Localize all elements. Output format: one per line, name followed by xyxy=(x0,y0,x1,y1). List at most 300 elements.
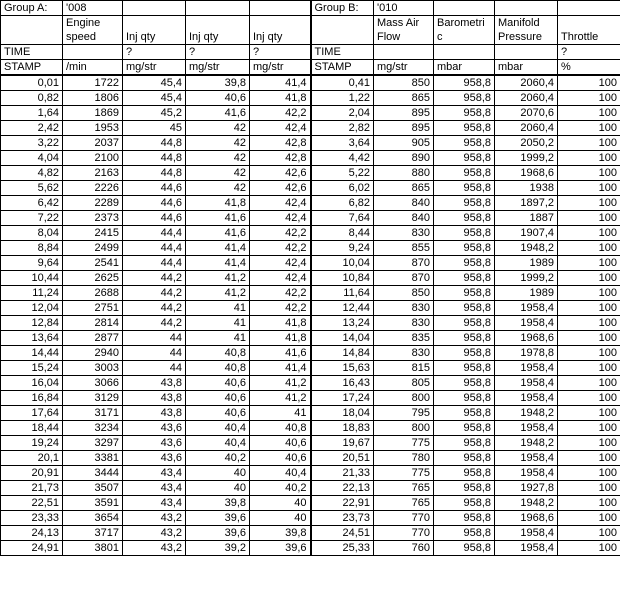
data-cell[interactable]: 958,8 xyxy=(434,181,495,196)
data-cell[interactable]: 16,04 xyxy=(1,376,63,391)
data-cell[interactable]: 958,8 xyxy=(434,271,495,286)
data-cell[interactable]: 41 xyxy=(186,301,250,316)
data-cell[interactable]: 42,6 xyxy=(250,166,311,181)
data-cell[interactable]: 100 xyxy=(558,511,620,526)
data-cell[interactable]: 958,8 xyxy=(434,196,495,211)
data-cell[interactable]: 1907,4 xyxy=(495,226,558,241)
data-cell[interactable]: 1958,4 xyxy=(495,466,558,481)
data-cell[interactable]: 42,2 xyxy=(250,226,311,241)
data-cell[interactable]: 870 xyxy=(374,271,434,286)
data-cell[interactable]: 40,4 xyxy=(186,436,250,451)
data-cell[interactable]: 830 xyxy=(374,316,434,331)
data-cell[interactable]: 1958,4 xyxy=(495,376,558,391)
data-cell[interactable]: 3654 xyxy=(63,511,123,526)
data-cell[interactable]: 2373 xyxy=(63,211,123,226)
data-cell[interactable]: 958,8 xyxy=(434,211,495,226)
data-cell[interactable]: 44,4 xyxy=(123,226,186,241)
data-cell[interactable]: 958,8 xyxy=(434,75,495,91)
data-cell[interactable]: 100 xyxy=(558,466,620,481)
data-cell[interactable]: 958,8 xyxy=(434,301,495,316)
data-cell[interactable]: 20,51 xyxy=(311,451,374,466)
data-cell[interactable]: 800 xyxy=(374,391,434,406)
data-cell[interactable]: 1958,4 xyxy=(495,451,558,466)
empty-cell[interactable] xyxy=(250,1,311,16)
data-cell[interactable]: 41,6 xyxy=(186,226,250,241)
data-cell[interactable]: 40,6 xyxy=(250,436,311,451)
data-cell[interactable]: 18,83 xyxy=(311,421,374,436)
data-cell[interactable]: 1958,4 xyxy=(495,301,558,316)
data-cell[interactable]: 45,4 xyxy=(123,91,186,106)
data-cell[interactable]: 13,64 xyxy=(1,331,63,346)
data-cell[interactable]: 3444 xyxy=(63,466,123,481)
data-cell[interactable]: 100 xyxy=(558,166,620,181)
data-cell[interactable]: 44,4 xyxy=(123,256,186,271)
data-cell[interactable]: 958,8 xyxy=(434,421,495,436)
data-cell[interactable]: 2037 xyxy=(63,136,123,151)
data-cell[interactable]: 14,84 xyxy=(311,346,374,361)
data-cell[interactable]: 40,6 xyxy=(186,376,250,391)
data-cell[interactable]: 958,8 xyxy=(434,406,495,421)
data-cell[interactable]: 42,4 xyxy=(250,121,311,136)
data-cell[interactable]: 15,24 xyxy=(1,361,63,376)
data-cell[interactable]: 1978,8 xyxy=(495,346,558,361)
empty-cell[interactable] xyxy=(495,1,558,16)
data-cell[interactable]: 830 xyxy=(374,301,434,316)
data-cell[interactable]: 100 xyxy=(558,496,620,511)
data-cell[interactable]: 42,2 xyxy=(250,241,311,256)
data-cell[interactable]: 100 xyxy=(558,421,620,436)
data-cell[interactable]: 41,2 xyxy=(186,271,250,286)
data-cell[interactable]: 3591 xyxy=(63,496,123,511)
data-cell[interactable]: 100 xyxy=(558,301,620,316)
data-cell[interactable]: 41,4 xyxy=(250,75,311,91)
data-cell[interactable]: 0,01 xyxy=(1,75,63,91)
column-unit[interactable]: mg/str xyxy=(123,60,186,76)
data-cell[interactable]: 6,42 xyxy=(1,196,63,211)
data-cell[interactable]: 17,24 xyxy=(311,391,374,406)
data-cell[interactable]: 21,73 xyxy=(1,481,63,496)
data-cell[interactable]: 958,8 xyxy=(434,256,495,271)
data-cell[interactable]: 39,6 xyxy=(186,511,250,526)
data-cell[interactable]: 43,8 xyxy=(123,376,186,391)
data-cell[interactable]: 2060,4 xyxy=(495,121,558,136)
data-cell[interactable]: 1948,2 xyxy=(495,241,558,256)
data-cell[interactable]: 43,6 xyxy=(123,436,186,451)
data-cell[interactable]: 43,8 xyxy=(123,406,186,421)
data-cell[interactable]: 2814 xyxy=(63,316,123,331)
data-cell[interactable]: 44 xyxy=(123,331,186,346)
data-cell[interactable]: 42,6 xyxy=(250,181,311,196)
data-cell[interactable]: 7,64 xyxy=(311,211,374,226)
data-cell[interactable]: 958,8 xyxy=(434,166,495,181)
data-cell[interactable]: 20,1 xyxy=(1,451,63,466)
data-cell[interactable]: 958,8 xyxy=(434,451,495,466)
data-cell[interactable]: 2,82 xyxy=(311,121,374,136)
data-cell[interactable]: 100 xyxy=(558,481,620,496)
data-cell[interactable]: 40,8 xyxy=(186,346,250,361)
data-cell[interactable]: 16,84 xyxy=(1,391,63,406)
column-header-line3[interactable]: ? xyxy=(250,45,311,60)
data-cell[interactable]: 958,8 xyxy=(434,91,495,106)
data-cell[interactable]: 958,8 xyxy=(434,541,495,556)
data-cell[interactable]: 4,42 xyxy=(311,151,374,166)
data-cell[interactable]: 100 xyxy=(558,406,620,421)
data-cell[interactable]: 2625 xyxy=(63,271,123,286)
data-cell[interactable]: 42,8 xyxy=(250,136,311,151)
data-cell[interactable]: 3,22 xyxy=(1,136,63,151)
data-cell[interactable]: 41,8 xyxy=(186,196,250,211)
data-cell[interactable]: 45 xyxy=(123,121,186,136)
column-header[interactable] xyxy=(63,16,123,45)
data-cell[interactable]: 41,8 xyxy=(250,91,311,106)
data-cell[interactable]: 835 xyxy=(374,331,434,346)
data-cell[interactable]: 3003 xyxy=(63,361,123,376)
data-cell[interactable]: 100 xyxy=(558,361,620,376)
data-cell[interactable]: 765 xyxy=(374,496,434,511)
data-cell[interactable]: 958,8 xyxy=(434,346,495,361)
data-cell[interactable]: 880 xyxy=(374,166,434,181)
data-cell[interactable]: 958,8 xyxy=(434,481,495,496)
data-cell[interactable]: 2,04 xyxy=(311,106,374,121)
data-cell[interactable]: 2050,2 xyxy=(495,136,558,151)
data-cell[interactable]: 40,2 xyxy=(250,481,311,496)
data-cell[interactable]: 41 xyxy=(186,316,250,331)
data-cell[interactable]: 41,6 xyxy=(186,211,250,226)
data-cell[interactable]: 20,91 xyxy=(1,466,63,481)
data-cell[interactable]: 865 xyxy=(374,181,434,196)
data-cell[interactable]: 1927,8 xyxy=(495,481,558,496)
column-header[interactable] xyxy=(186,16,250,45)
data-cell[interactable]: 22,91 xyxy=(311,496,374,511)
data-cell[interactable]: 9,24 xyxy=(311,241,374,256)
data-cell[interactable]: 44,2 xyxy=(123,301,186,316)
data-cell[interactable]: 100 xyxy=(558,121,620,136)
data-cell[interactable]: 43,4 xyxy=(123,496,186,511)
column-unit[interactable]: mg/str xyxy=(186,60,250,76)
data-cell[interactable]: 3234 xyxy=(63,421,123,436)
data-cell[interactable]: 1,22 xyxy=(311,91,374,106)
data-cell[interactable]: 800 xyxy=(374,421,434,436)
column-header[interactable] xyxy=(374,16,434,45)
data-cell[interactable]: 5,62 xyxy=(1,181,63,196)
group-id[interactable]: '008 xyxy=(63,1,123,16)
column-header-line3[interactable]: ? xyxy=(123,45,186,60)
data-cell[interactable]: 100 xyxy=(558,181,620,196)
data-cell[interactable]: 765 xyxy=(374,481,434,496)
data-cell[interactable]: 1989 xyxy=(495,286,558,301)
data-cell[interactable]: 100 xyxy=(558,286,620,301)
data-cell[interactable]: 4,82 xyxy=(1,166,63,181)
data-cell[interactable]: 45,4 xyxy=(123,75,186,91)
empty-cell[interactable] xyxy=(186,1,250,16)
data-cell[interactable]: 100 xyxy=(558,391,620,406)
group-id[interactable]: '010 xyxy=(374,1,434,16)
data-cell[interactable]: 2940 xyxy=(63,346,123,361)
column-header[interactable] xyxy=(495,16,558,45)
data-cell[interactable]: 40,8 xyxy=(250,421,311,436)
data-cell[interactable]: 12,84 xyxy=(1,316,63,331)
data-cell[interactable]: 10,84 xyxy=(311,271,374,286)
data-cell[interactable]: 855 xyxy=(374,241,434,256)
data-cell[interactable]: 770 xyxy=(374,511,434,526)
data-cell[interactable]: 11,64 xyxy=(311,286,374,301)
data-cell[interactable]: 40,6 xyxy=(186,91,250,106)
empty-cell[interactable] xyxy=(558,1,620,16)
data-cell[interactable]: 42,4 xyxy=(250,256,311,271)
data-cell[interactable]: 0,41 xyxy=(311,75,374,91)
data-cell[interactable]: 1897,2 xyxy=(495,196,558,211)
column-header[interactable] xyxy=(558,16,620,45)
data-cell[interactable]: 9,64 xyxy=(1,256,63,271)
data-cell[interactable]: 22,13 xyxy=(311,481,374,496)
data-cell[interactable]: 39,8 xyxy=(186,75,250,91)
empty-cell[interactable] xyxy=(434,1,495,16)
data-cell[interactable]: 8,04 xyxy=(1,226,63,241)
data-cell[interactable]: 895 xyxy=(374,106,434,121)
data-cell[interactable]: 5,22 xyxy=(311,166,374,181)
data-cell[interactable]: 958,8 xyxy=(434,136,495,151)
data-cell[interactable]: 41,6 xyxy=(186,106,250,121)
data-cell[interactable]: 41,8 xyxy=(250,331,311,346)
data-cell[interactable]: 16,43 xyxy=(311,376,374,391)
data-cell[interactable]: 2541 xyxy=(63,256,123,271)
data-cell[interactable]: 100 xyxy=(558,526,620,541)
data-cell[interactable]: 1948,2 xyxy=(495,496,558,511)
data-cell[interactable]: 41,4 xyxy=(186,241,250,256)
data-cell[interactable]: 795 xyxy=(374,406,434,421)
data-cell[interactable]: 41,8 xyxy=(250,316,311,331)
data-cell[interactable]: 42,2 xyxy=(250,286,311,301)
data-cell[interactable]: 39,2 xyxy=(186,541,250,556)
data-cell[interactable]: 3,64 xyxy=(311,136,374,151)
data-cell[interactable]: 3066 xyxy=(63,376,123,391)
data-cell[interactable]: 100 xyxy=(558,151,620,166)
data-cell[interactable]: 840 xyxy=(374,211,434,226)
data-cell[interactable]: 43,2 xyxy=(123,511,186,526)
data-cell[interactable]: 6,02 xyxy=(311,181,374,196)
data-cell[interactable]: 100 xyxy=(558,316,620,331)
data-cell[interactable]: 40,8 xyxy=(186,361,250,376)
data-cell[interactable]: 1958,4 xyxy=(495,421,558,436)
data-cell[interactable]: 100 xyxy=(558,196,620,211)
data-cell[interactable]: 1958,4 xyxy=(495,361,558,376)
data-cell[interactable]: 2688 xyxy=(63,286,123,301)
data-cell[interactable]: 40,6 xyxy=(250,451,311,466)
column-header-line3[interactable]: ? xyxy=(558,45,620,60)
data-cell[interactable]: 21,33 xyxy=(311,466,374,481)
data-cell[interactable]: 45,2 xyxy=(123,106,186,121)
empty-cell[interactable] xyxy=(123,1,186,16)
data-cell[interactable]: 44 xyxy=(123,361,186,376)
column-unit[interactable]: STAMP xyxy=(1,60,63,76)
data-cell[interactable]: 44,6 xyxy=(123,196,186,211)
data-cell[interactable]: 40,4 xyxy=(186,421,250,436)
data-cell[interactable]: 1968,6 xyxy=(495,166,558,181)
data-cell[interactable]: 14,04 xyxy=(311,331,374,346)
column-unit[interactable]: mg/str xyxy=(374,60,434,76)
data-cell[interactable]: 1887 xyxy=(495,211,558,226)
data-cell[interactable]: 1869 xyxy=(63,106,123,121)
data-cell[interactable]: 8,44 xyxy=(311,226,374,241)
data-cell[interactable]: 1958,4 xyxy=(495,391,558,406)
data-cell[interactable]: 40,6 xyxy=(186,391,250,406)
data-cell[interactable]: 1806 xyxy=(63,91,123,106)
data-cell[interactable]: 1953 xyxy=(63,121,123,136)
data-cell[interactable]: 100 xyxy=(558,256,620,271)
data-cell[interactable]: 1948,2 xyxy=(495,406,558,421)
data-cell[interactable]: 890 xyxy=(374,151,434,166)
data-cell[interactable]: 850 xyxy=(374,286,434,301)
data-cell[interactable]: 2060,4 xyxy=(495,75,558,91)
data-cell[interactable]: 100 xyxy=(558,376,620,391)
data-cell[interactable]: 3297 xyxy=(63,436,123,451)
data-cell[interactable]: 41 xyxy=(250,406,311,421)
data-cell[interactable]: 2751 xyxy=(63,301,123,316)
data-cell[interactable]: 958,8 xyxy=(434,391,495,406)
data-cell[interactable]: 2,42 xyxy=(1,121,63,136)
data-cell[interactable]: 41,2 xyxy=(250,376,311,391)
data-cell[interactable]: 1958,4 xyxy=(495,316,558,331)
data-cell[interactable]: 865 xyxy=(374,91,434,106)
data-cell[interactable]: 895 xyxy=(374,121,434,136)
data-cell[interactable]: 100 xyxy=(558,436,620,451)
data-cell[interactable]: 850 xyxy=(374,75,434,91)
column-unit[interactable]: /min xyxy=(63,60,123,76)
data-cell[interactable]: 3381 xyxy=(63,451,123,466)
data-cell[interactable]: 100 xyxy=(558,91,620,106)
data-cell[interactable]: 815 xyxy=(374,361,434,376)
data-cell[interactable]: 7,22 xyxy=(1,211,63,226)
data-cell[interactable]: 43,2 xyxy=(123,526,186,541)
data-cell[interactable]: 42 xyxy=(186,151,250,166)
data-cell[interactable]: 40 xyxy=(250,511,311,526)
data-cell[interactable]: 1948,2 xyxy=(495,436,558,451)
data-cell[interactable]: 2070,6 xyxy=(495,106,558,121)
data-cell[interactable]: 40 xyxy=(186,481,250,496)
data-cell[interactable]: 1958,4 xyxy=(495,526,558,541)
data-cell[interactable]: 760 xyxy=(374,541,434,556)
data-cell[interactable]: 1938 xyxy=(495,181,558,196)
data-cell[interactable]: 41 xyxy=(186,331,250,346)
data-cell[interactable]: 100 xyxy=(558,241,620,256)
data-cell[interactable]: 12,44 xyxy=(311,301,374,316)
data-cell[interactable]: 44,8 xyxy=(123,151,186,166)
data-cell[interactable]: 23,73 xyxy=(311,511,374,526)
data-cell[interactable]: 23,33 xyxy=(1,511,63,526)
column-header-line3[interactable] xyxy=(63,45,123,60)
data-cell[interactable]: 805 xyxy=(374,376,434,391)
data-cell[interactable]: 840 xyxy=(374,196,434,211)
data-cell[interactable]: 24,13 xyxy=(1,526,63,541)
data-cell[interactable]: 2499 xyxy=(63,241,123,256)
column-header[interactable] xyxy=(1,16,63,45)
data-cell[interactable]: 1989 xyxy=(495,256,558,271)
data-cell[interactable]: 44 xyxy=(123,346,186,361)
data-cell[interactable]: 100 xyxy=(558,226,620,241)
data-cell[interactable]: 2877 xyxy=(63,331,123,346)
data-cell[interactable]: 44,6 xyxy=(123,181,186,196)
data-cell[interactable]: 12,04 xyxy=(1,301,63,316)
data-cell[interactable]: 43,2 xyxy=(123,541,186,556)
data-cell[interactable]: 100 xyxy=(558,211,620,226)
data-cell[interactable]: 958,8 xyxy=(434,121,495,136)
data-cell[interactable]: 958,8 xyxy=(434,376,495,391)
column-unit[interactable]: mbar xyxy=(434,60,495,76)
column-header-line3[interactable] xyxy=(495,45,558,60)
data-cell[interactable]: 958,8 xyxy=(434,526,495,541)
data-cell[interactable]: 100 xyxy=(558,451,620,466)
data-cell[interactable]: 39,6 xyxy=(186,526,250,541)
data-cell[interactable]: 958,8 xyxy=(434,361,495,376)
data-cell[interactable]: 43,6 xyxy=(123,421,186,436)
data-cell[interactable]: 40 xyxy=(186,466,250,481)
data-cell[interactable]: 958,8 xyxy=(434,466,495,481)
data-cell[interactable]: 43,6 xyxy=(123,451,186,466)
data-cell[interactable]: 18,04 xyxy=(311,406,374,421)
data-cell[interactable]: 100 xyxy=(558,106,620,121)
data-cell[interactable]: 43,4 xyxy=(123,466,186,481)
data-cell[interactable]: 11,24 xyxy=(1,286,63,301)
data-cell[interactable]: 39,8 xyxy=(186,496,250,511)
column-header-line3[interactable]: TIME xyxy=(311,45,374,60)
data-cell[interactable]: 3507 xyxy=(63,481,123,496)
data-cell[interactable]: 10,04 xyxy=(311,256,374,271)
data-cell[interactable]: 1968,6 xyxy=(495,511,558,526)
data-cell[interactable]: 42 xyxy=(186,181,250,196)
data-cell[interactable]: 17,64 xyxy=(1,406,63,421)
data-cell[interactable]: 8,84 xyxy=(1,241,63,256)
data-cell[interactable]: 2289 xyxy=(63,196,123,211)
column-header-line3[interactable] xyxy=(374,45,434,60)
data-cell[interactable]: 40,6 xyxy=(186,406,250,421)
data-cell[interactable]: 39,6 xyxy=(250,541,311,556)
data-cell[interactable]: 39,8 xyxy=(250,526,311,541)
data-cell[interactable]: 41,4 xyxy=(250,361,311,376)
data-cell[interactable]: 958,8 xyxy=(434,496,495,511)
data-cell[interactable]: 0,82 xyxy=(1,91,63,106)
data-cell[interactable]: 42 xyxy=(186,121,250,136)
data-cell[interactable]: 100 xyxy=(558,271,620,286)
column-header[interactable] xyxy=(250,16,311,45)
data-cell[interactable]: 2060,4 xyxy=(495,91,558,106)
column-unit[interactable]: mg/str xyxy=(250,60,311,76)
column-header-line3[interactable]: ? xyxy=(186,45,250,60)
data-cell[interactable]: 24,91 xyxy=(1,541,63,556)
column-header[interactable] xyxy=(123,16,186,45)
data-cell[interactable]: 958,8 xyxy=(434,106,495,121)
data-cell[interactable]: 13,24 xyxy=(311,316,374,331)
data-cell[interactable]: 3171 xyxy=(63,406,123,421)
data-cell[interactable]: 2415 xyxy=(63,226,123,241)
data-cell[interactable]: 100 xyxy=(558,75,620,91)
data-cell[interactable]: 870 xyxy=(374,256,434,271)
data-cell[interactable]: 958,8 xyxy=(434,226,495,241)
data-cell[interactable]: 41,4 xyxy=(186,256,250,271)
data-cell[interactable]: 41,6 xyxy=(250,346,311,361)
data-cell[interactable]: 25,33 xyxy=(311,541,374,556)
column-header[interactable] xyxy=(434,16,495,45)
data-cell[interactable]: 1722 xyxy=(63,75,123,91)
data-cell[interactable]: 1,64 xyxy=(1,106,63,121)
data-cell[interactable]: 3717 xyxy=(63,526,123,541)
data-cell[interactable]: 19,67 xyxy=(311,436,374,451)
column-header-line3[interactable]: TIME xyxy=(1,45,63,60)
data-cell[interactable]: 958,8 xyxy=(434,316,495,331)
column-unit[interactable]: mbar xyxy=(495,60,558,76)
data-cell[interactable]: 780 xyxy=(374,451,434,466)
data-cell[interactable]: 10,44 xyxy=(1,271,63,286)
data-cell[interactable]: 42,4 xyxy=(250,271,311,286)
